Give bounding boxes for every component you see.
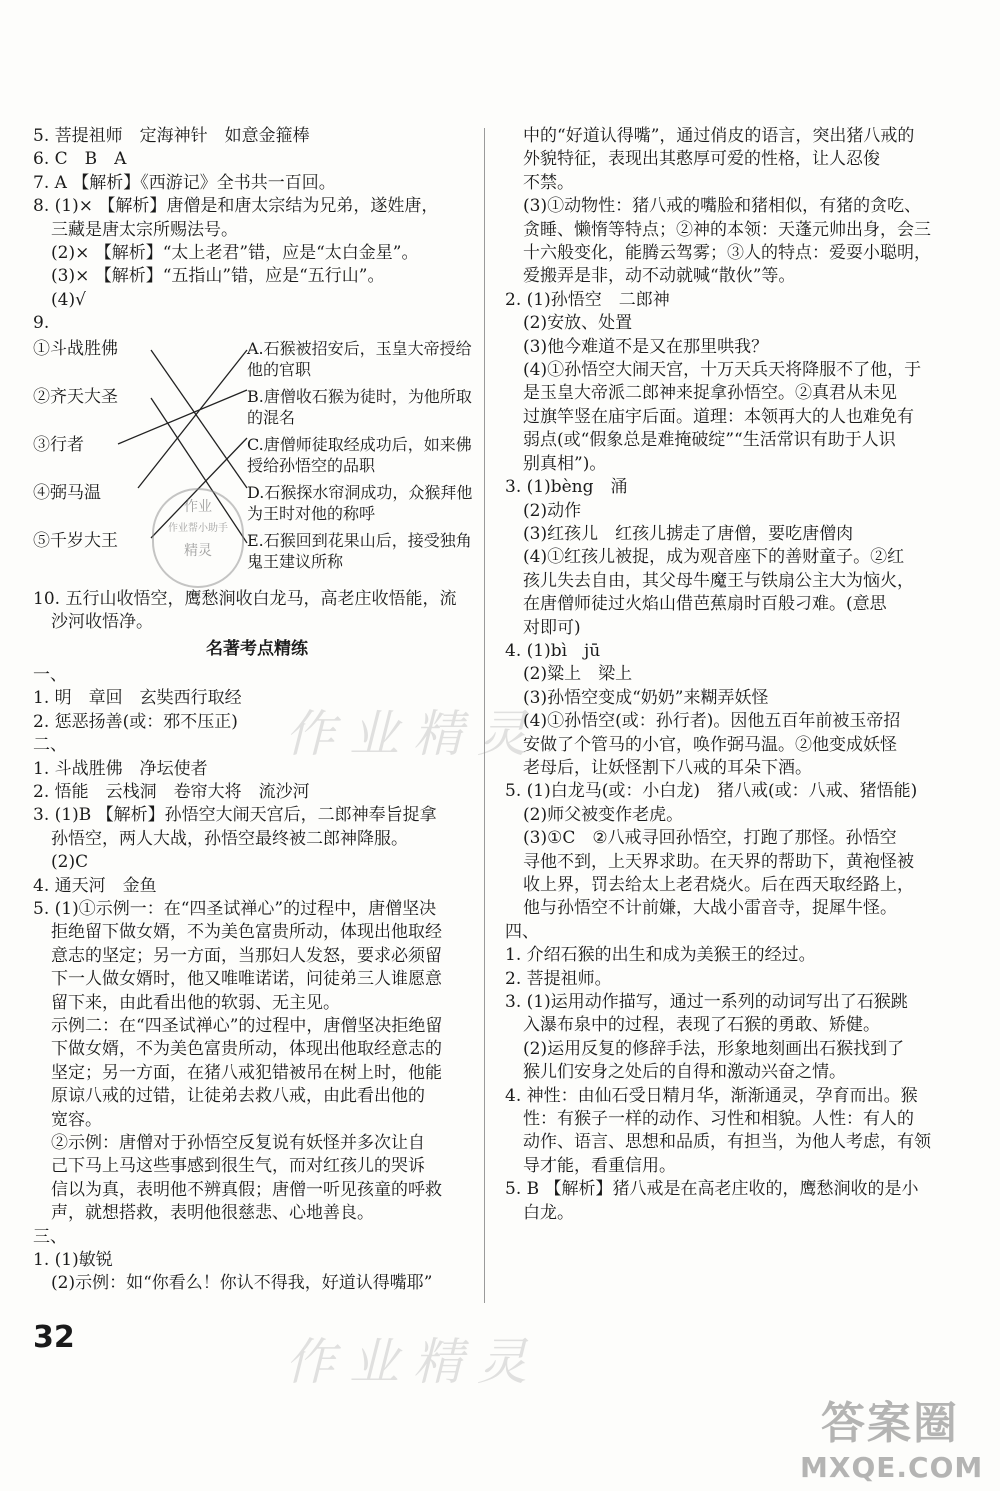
answer-line: 3. (1)bèng 涌 bbox=[505, 477, 628, 498]
answer-line: (2)运用反复的修辞手法，形象地刻画出石猴找到了 bbox=[523, 1038, 905, 1059]
section-heading: 四、 bbox=[505, 921, 539, 942]
answer-line: 别真相”)。 bbox=[523, 453, 607, 474]
answer-line: 6. C B A bbox=[33, 149, 127, 170]
match-right-item: C.唐僧师徒取经成功后，如来佛授给孙悟空的品职 bbox=[247, 434, 472, 475]
section-title: 名著考点精练 bbox=[206, 639, 308, 660]
answer-line: 中的“好道认得嘴”，通过俏皮的语言，突出猪八戒的 bbox=[523, 126, 915, 146]
match-right-item: D.石猴探水帘洞成功，众猴拜他为王时对他的称呼 bbox=[247, 482, 473, 523]
answer-line: 孩儿失去自由，其父母牛魔王与铁扇公主大为恼火， bbox=[523, 570, 914, 591]
answer-line: (4)①红孩儿被捉，成为观音座下的善财童子。②红 bbox=[523, 547, 905, 568]
answer-line: (4)√ bbox=[51, 289, 86, 310]
answer-line: 5. (1)①示例一：在“四圣试禅心”的过程中，唐僧坚决 bbox=[33, 898, 437, 919]
answer-line: ②示例：唐僧对于孙悟空反复说有妖怪并多次让自 bbox=[51, 1133, 425, 1153]
answer-line: (4)①孙悟空大闹天宫，十万天兵天将降服不了他，于 bbox=[523, 360, 922, 381]
answer-line: 沙河收悟净。 bbox=[51, 612, 153, 633]
logo-text: 答案圈 bbox=[821, 1398, 959, 1449]
answer-line: 不禁。 bbox=[523, 172, 574, 193]
section-heading: 二、 bbox=[33, 735, 67, 756]
answer-line: 爱搬弄是非，动不动就喊“散伙”等。 bbox=[523, 266, 796, 287]
answer-line: 入瀑布泉中的过程，表现了石猴的勇敢、矫健。 bbox=[523, 1015, 880, 1036]
answer-line: 三藏是唐太宗所赐法号。 bbox=[51, 219, 238, 240]
answer-line: 外貌特征，表现出其憨厚可爱的性格，让人忍俊 bbox=[523, 149, 880, 170]
answer-line: (3)他今难道不是又在那里哄我？ bbox=[523, 336, 769, 357]
answer-line: 留下来，由此看出他的软弱、无主见。 bbox=[51, 992, 340, 1013]
answer-line: 是玉皇大帝派二郎神来捉拿孙悟空。②真君从未见 bbox=[523, 383, 897, 404]
answer-line: (2)师父被变作老虎。 bbox=[523, 804, 684, 825]
answer-line: 1. 介绍石猴的出生和成为美猴王的经过。 bbox=[505, 945, 816, 966]
answer-line: 拒绝留下做女婿，不为美色富贵所动，体现出他取经 bbox=[51, 922, 442, 943]
answer-line: 动作、语言、思想和品质，有担当，为他人考虑，有领 bbox=[523, 1132, 931, 1153]
right-column bbox=[505, 125, 953, 1225]
answer-line: 收上界，罚去给太上老君烧火。后在西天取经路上， bbox=[523, 875, 914, 895]
answer-line: 声，就想搭救，表明他很慈悲、心地善良。 bbox=[51, 1203, 374, 1224]
answer-line: 他与孙悟空不计前嫌，大战小雷音寺，捉犀牛怪。 bbox=[523, 898, 897, 919]
answer-line: (3)①动物性：猪八戒的嘴脸和猪相似，有猪的贪吃、 bbox=[523, 196, 922, 217]
stamp-text: 作业帮小助手 bbox=[168, 523, 228, 534]
answer-line: 宽容。 bbox=[51, 1109, 102, 1130]
answer-line: 白龙。 bbox=[523, 1202, 574, 1223]
answer-line: 1. (1)敏锐 bbox=[33, 1250, 113, 1271]
answer-line: (3)红孩儿 红孩儿掳走了唐僧，要吃唐僧肉 bbox=[523, 523, 854, 544]
answer-line: 3. (1)运用动作描写，通过一系列的动词写出了石猴跳 bbox=[505, 992, 908, 1013]
answer-line: (3)× 【解析】“五指山”错，应是“五行山”。 bbox=[51, 266, 385, 287]
answer-line: 示例二：在“四圣试禅心”的过程中，唐僧坚决拒绝留 bbox=[51, 1015, 443, 1036]
answer-line: 信以为真，表明他不辨真假；唐僧一听见孩童的呼救 bbox=[51, 1179, 442, 1200]
answer-line: 3. (1)B 【解析】孙悟空大闹天宫后，二郎神奉旨捉拿 bbox=[33, 805, 437, 826]
answer-line: 4. (1)bì jū bbox=[505, 640, 601, 661]
answer-line: 猴儿们安身之处后的自得和激动兴奋之情。 bbox=[523, 1062, 846, 1083]
answer-line: 7. A 【解析】《西游记》全书共一百回。 bbox=[33, 172, 336, 193]
answer-line: 10. 五行山收悟空，鹰愁涧收白龙马，高老庄收悟能，流 bbox=[33, 588, 457, 609]
answer-line: 1. 明 章回 玄奘西行取经 bbox=[33, 688, 242, 709]
match-left-item: ②齐天大圣 bbox=[33, 386, 118, 407]
answer-line: 5. (1)白龙马(或：小白龙) 猪八戒(或：八戒、猪悟能) bbox=[505, 781, 918, 802]
match-left-item: ⑤千岁大王 bbox=[33, 530, 118, 551]
answer-line: (2)× 【解析】“太上老君”错，应是“太白金星”。 bbox=[51, 243, 419, 264]
site-logo bbox=[800, 1387, 984, 1484]
matching-diagram bbox=[33, 338, 481, 586]
logo-domain: MXQE.COM bbox=[800, 1451, 984, 1484]
answer-line: (2)C bbox=[51, 852, 89, 873]
watermark: 作业精灵 bbox=[285, 705, 541, 763]
answer-line: 5. 菩提祖师 定海神针 如意金箍棒 bbox=[33, 126, 310, 146]
answer-line: 弱点(或“假象总是难掩破绽”“生活常识有助于人识 bbox=[523, 430, 896, 451]
answer-line: 十六般变化，能腾云驾雾；③人的特点：爱耍小聪明， bbox=[523, 243, 931, 264]
match-right-item: A.石猴被招安后，玉皇大帝授给他的官职 bbox=[247, 338, 472, 379]
answer-line: 2. (1)孙悟空 二郎神 bbox=[505, 289, 670, 310]
page-number: 32 bbox=[33, 1320, 75, 1355]
match-left-item: ④弼马温 bbox=[33, 482, 101, 503]
answer-line: 己下马上马这些事感到很生气，而对红孩儿的哭诉 bbox=[51, 1156, 425, 1177]
match-left-item: ③行者 bbox=[33, 434, 84, 455]
answer-line: 坚定；另一方面，在猪八戒犯错被吊在树上时，他能 bbox=[51, 1062, 442, 1083]
answer-line: (3)孙悟空变成“奶奶”来糊弄妖怪 bbox=[523, 687, 769, 708]
answer-line: (2)粱上 梁上 bbox=[523, 664, 633, 685]
answer-line: 导才能，看重信用。 bbox=[523, 1155, 676, 1176]
answer-line: 安做了个管马的小官，唤作弼马温。②他变成妖怪 bbox=[523, 734, 897, 755]
answer-line: 原谅八戒的过错，让徒弟去救八戒，由此看出他的 bbox=[51, 1086, 425, 1107]
answer-line: 下一人做女婿时，他又唯唯诺诺，问徒弟三人谁愿意 bbox=[51, 969, 442, 990]
answer-line: (3)①C ②八戒寻回孙悟空，打跑了那怪。孙悟空 bbox=[523, 828, 897, 849]
answer-line: 下做女婿，不为美色富贵所动，体现出他取经意志的 bbox=[51, 1039, 442, 1060]
answer-line: 对即可) bbox=[523, 617, 581, 638]
answer-line: 2. 悟能 云栈洞 卷帘大将 流沙河 bbox=[33, 781, 310, 802]
answer-line: (2)动作 bbox=[523, 500, 582, 521]
answer-line: 在唐僧师徒过火焰山借芭蕉扇时百般刁难。(意思 bbox=[523, 594, 887, 615]
match-left-item: ①斗战胜佛 bbox=[33, 338, 118, 359]
answer-line: 4. 神性：由仙石受日精月华，渐渐通灵，孕育而出。猴 bbox=[505, 1085, 918, 1106]
answer-line: 1. 斗战胜佛 净坛使者 bbox=[33, 758, 208, 779]
stamp-text: 精灵 bbox=[184, 543, 212, 559]
answer-line: 2. 菩提祖师。 bbox=[505, 968, 612, 989]
answer-line: 孙悟空，两人大战，孙悟空最终被二郎神降服。 bbox=[51, 828, 408, 849]
stamp-seal bbox=[152, 488, 244, 588]
section-heading: 一、 bbox=[33, 664, 67, 685]
answer-line: 贪睡、懒惰等特点；②神的本领：天蓬元帅出身，会三 bbox=[523, 219, 931, 240]
watermark: 作业精灵 bbox=[285, 1333, 541, 1391]
answer-line: 意志的坚定；另一方面，当那妇人发怒，要求必须留 bbox=[51, 945, 442, 966]
answer-line: 4. 通天河 金鱼 bbox=[33, 875, 157, 896]
answer-line: 老母后，让妖怪割下八戒的耳朵下酒。 bbox=[523, 757, 812, 778]
stamp-text: 作业 bbox=[184, 499, 212, 515]
section-heading: 三、 bbox=[33, 1226, 67, 1247]
answer-line: 5. B 【解析】猪八戒是在高老庄收的，鹰愁涧收的是小 bbox=[505, 1179, 919, 1200]
answer-line: (2)示例：如“你看么！你认不得我，好道认得嘴耶” bbox=[51, 1273, 433, 1294]
answer-line: (2)安放、处置 bbox=[523, 313, 633, 334]
answer-line: 性：有猴子一样的动作、习性和相貌。人性：有人的 bbox=[523, 1109, 914, 1130]
answer-line: 8. (1)× 【解析】唐僧是和唐太宗结为兄弟，遂姓唐， bbox=[33, 196, 439, 217]
answer-line: 2. 惩恶扬善(或：邪不压正) bbox=[33, 711, 238, 732]
match-right-item: B.唐僧收石猴为徒时，为他所取的混名 bbox=[247, 386, 472, 427]
answer-line: 过旗竿竖在庙宇后面。道理：本领再大的人也难免有 bbox=[523, 406, 914, 427]
match-right-item: E.石猴回到花果山后，接受独角鬼王建议所称 bbox=[247, 530, 472, 571]
answer-line: 寻他不到，上天界求助。在天界的帮助下，黄袍怪被 bbox=[523, 851, 914, 872]
answer-line: 9. bbox=[33, 313, 50, 334]
answer-line: (4)①孙悟空(或：孙行者)。因他五百年前被玉帝招 bbox=[523, 711, 901, 732]
